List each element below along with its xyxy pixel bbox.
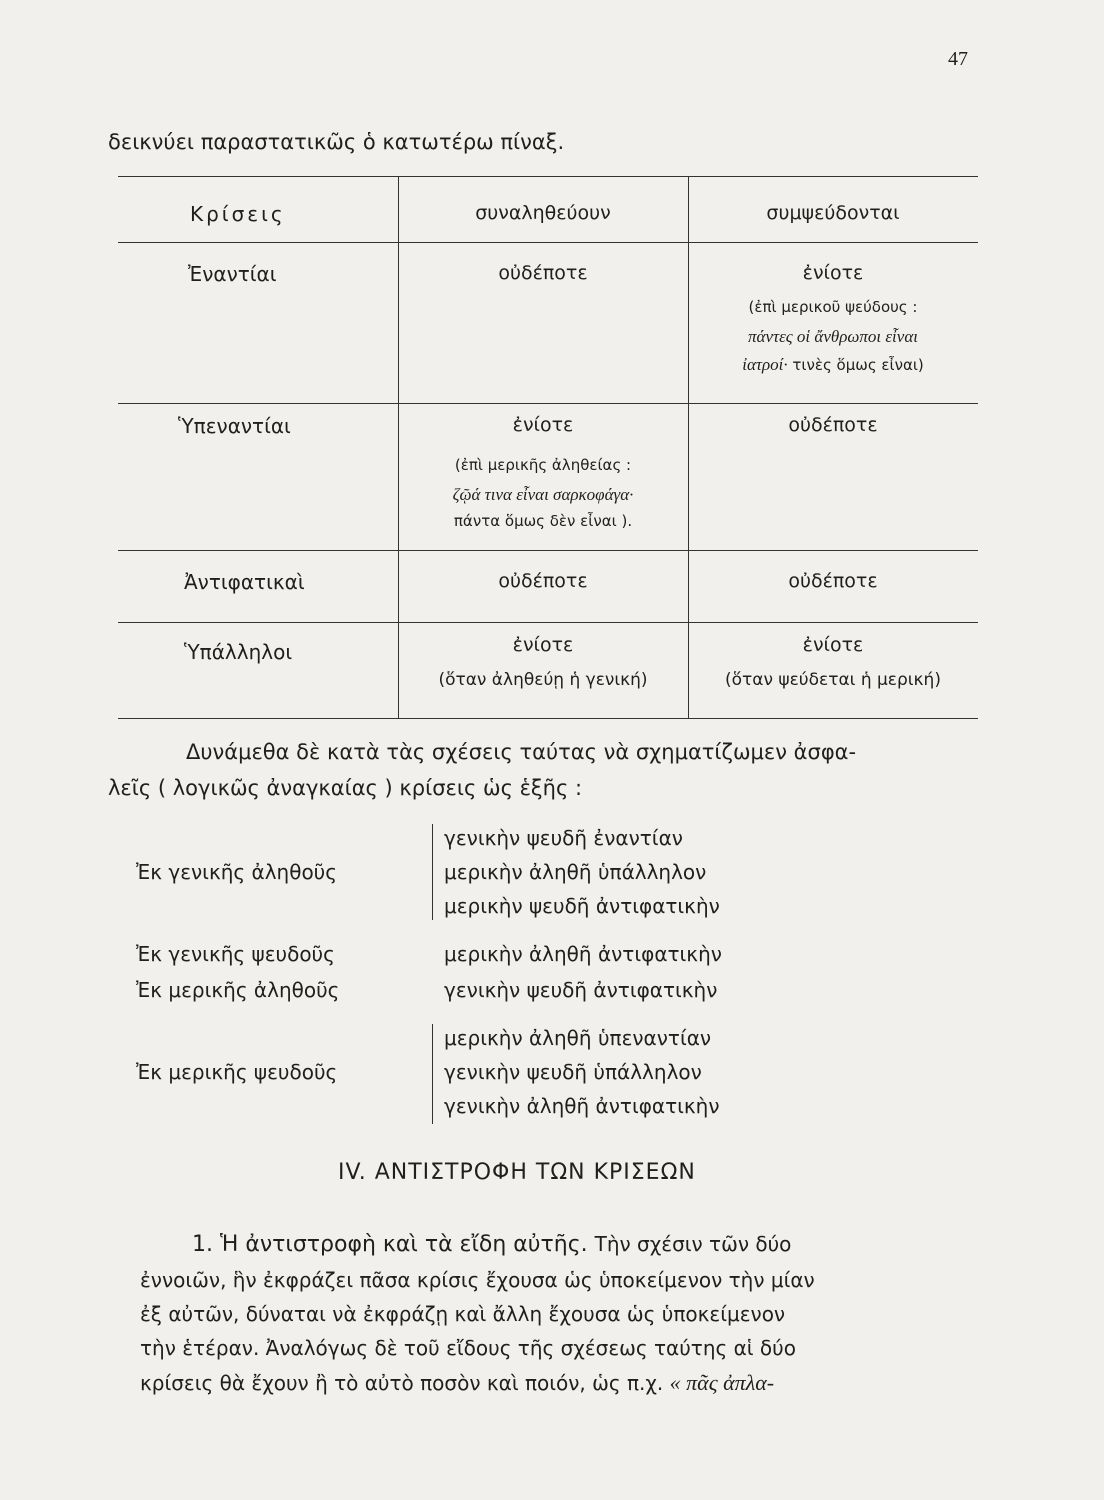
inference-item: μερικὴν ἀληθῆ ἀντιφατικὴν [444,942,722,966]
table-header-coexist-true: συναληθεύουν [475,202,611,224]
table-cell-value: ἐνίοτε [512,634,574,656]
section-heading: IV. ΑΝΤΙΣΤΡΟΦΗ ΤΩΝ ΚΡΙΣΕΩΝ [338,1160,696,1185]
table-cell-value: οὐδέποτε [788,414,878,436]
table-row-name: Ἀντιφατικαὶ [184,570,305,594]
example-text: ἰατροί· [742,355,788,374]
table-cell-value: οὐδέποτε [788,570,878,592]
table-header-judgements: Κρίσεις [190,202,286,226]
inference-item: γενικὴν ψευδῆ ἀντιφατικὴν [444,978,718,1002]
inference-label: Ἐκ γενικῆς ἀληθοῦς [136,860,337,884]
paragraph-line: Δυνάμεθα δὲ κατὰ τὰς σχέσεις ταύτας νὰ σχηματίζωμεν ἀσφα- [186,740,857,764]
inference-item: μερικὴν ἀληθῆ ὑπεναντίαν [444,1026,712,1050]
inference-item: μερικὴν ψευδῆ ἀντιφατικὴν [444,894,720,918]
table-cell-note [688,352,978,378]
table-row-name: Ἐναντίαι [188,262,277,286]
table-bottom-rule [118,718,978,719]
table-row-name: Ὑπάλληλοι [184,640,293,664]
subsection-title: Ἡ ἀντιστροφὴ καὶ τὰ εἴδη αὐτῆς. [220,1232,588,1257]
table-row-rule [118,403,978,404]
table-row-name: Ὑπεναντίαι [178,414,291,438]
table-cell-value: ἐνίοτε [802,634,864,656]
body-text: κρίσεις θὰ ἔχουν ἢ τὸ αὐτὸ ποσὸν καὶ ποιόν, ὡς π.χ. [140,1371,664,1395]
table-header-rule [118,242,978,243]
example-text: ζῷά τινα εἶναι σαρκοφάγα· [452,485,634,504]
brace-bar [432,1024,433,1124]
inference-item: μερικὴν ἀληθῆ ὑπάλληλον [444,860,707,884]
table-cell-value: οὐδέποτε [498,262,588,284]
table-cell-value: ἐνίοτε [802,262,864,284]
body-line: τὴν ἑτέραν. Ἀναλόγως δὲ τοῦ εἴδους τῆς σχέσεως ταύτης αἱ δύο [140,1336,796,1360]
table-row-rule [118,550,978,551]
example-text: πάντες οἱ ἄνθρωποι εἶναι [748,327,918,346]
body-line [192,1232,791,1257]
body-line [140,1370,774,1396]
table-cell-note [688,324,978,350]
inference-item: γενικὴν ψευδῆ ὑπάλληλον [444,1060,702,1084]
table-header-coexist-false: συμψεύδονται [766,202,900,224]
inference-item: γενικὴν ἀληθῆ ἀντιφατικὴν [444,1094,720,1118]
inference-label: Ἐκ μερικῆς ἀληθοῦς [136,978,340,1002]
body-text: Τὴν σχέσιν τῶν δύο [594,1232,792,1256]
quote-text: « πᾶς ἀπλα- [669,1370,775,1395]
table-cell-note: (ὅταν ἀληθεύῃ ἡ γενική) [438,670,648,690]
body-line: ἐξ αὐτῶν, δύναται νὰ ἐκφράζῃ καὶ ἄλλη ἔχουσα ὡς ὑποκείμενον [140,1302,786,1326]
inference-label: Ἐκ μερικῆς ψευδοῦς [136,1060,338,1084]
table-row-rule [118,622,978,623]
subsection-number: 1. [192,1232,213,1257]
body-line: ἐννοιῶν, ἣν ἐκφράζει πᾶσα κρίσις ἔχουσα ὡς ὑποκείμενον τὴν μίαν [140,1268,815,1292]
table-cell-note: (ἐπὶ μερικῆς ἀληθείας : [454,456,632,474]
inference-label: Ἐκ γενικῆς ψευδοῦς [136,942,335,966]
inference-item: γενικὴν ψευδῆ ἐναντίαν [444,826,683,850]
table-cell-note: (ἐπὶ μερικοῦ ψεύδους : [748,298,918,316]
page-number: 47 [948,48,968,70]
brace-bar [432,824,433,920]
table-cell-value: οὐδέποτε [498,570,588,592]
table-top-rule [118,176,978,177]
intro-text: δεικνύει παραστατικῶς ὁ κατωτέρω πίναξ. [108,130,565,154]
table-cell-note: πάντα ὅμως δὲν εἶναι ). [453,512,633,530]
table-cell-value: ἐνίοτε [512,414,574,436]
table-cell-note [398,482,688,508]
example-text: τινὲς ὅμως εἶναι) [792,356,924,374]
paragraph-line: λεῖς ( λογικῶς ἀναγκαίας ) κρίσεις ὡς ἑξῆς : [108,776,583,800]
table-cell-note: (ὅταν ψεύδεται ἡ μερική) [725,670,941,690]
